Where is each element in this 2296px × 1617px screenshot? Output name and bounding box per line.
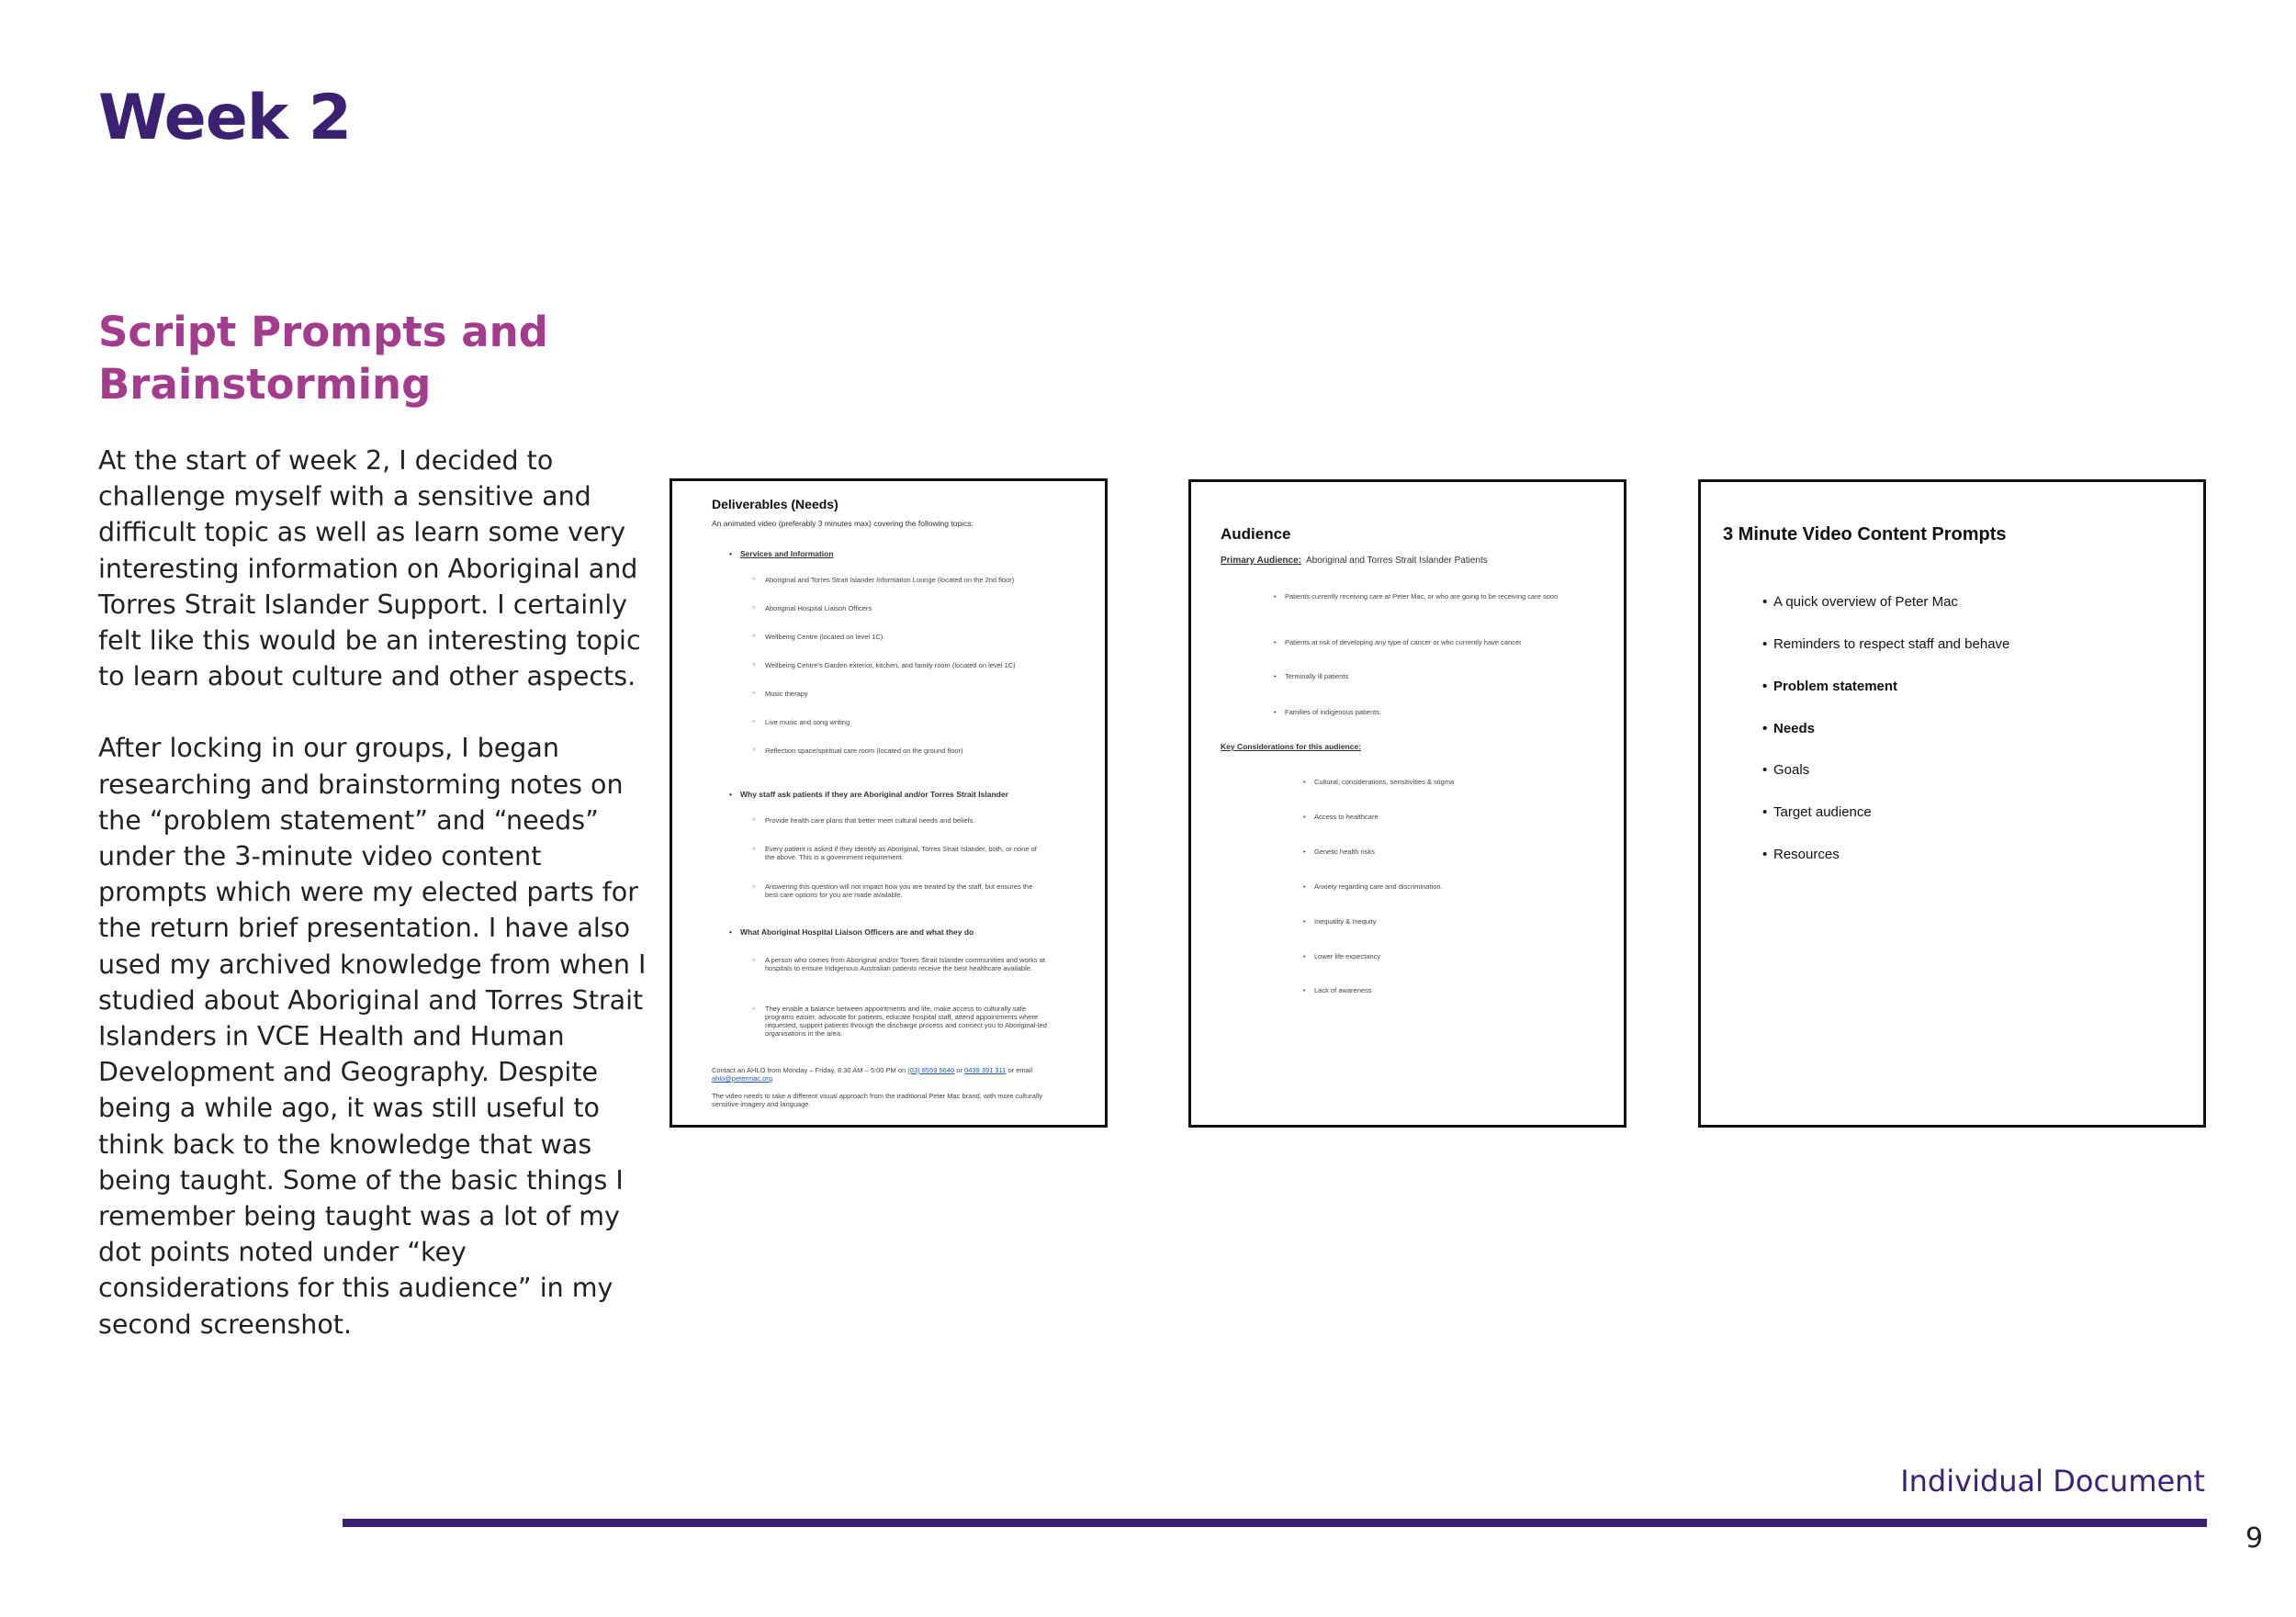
list-item: ○ Aboriginal and Torres Strait Islander Information Lounge (located on the 2nd floor) (765, 576, 1014, 584)
list-item: ○ They enable a balance between appointments and life, make access to culturally safe programs easier, advocate for patients, educate hospital staff, attend appointments where requested, support patients through the discharge process and connect you to Aboriginal-led organisations in the area. (765, 1005, 1050, 1038)
list-item: • Target audience (1773, 804, 1872, 820)
section-heading: • Services and Information (740, 549, 834, 558)
list-item: • Access to healthcare (1314, 813, 1379, 821)
list-item: ○ A person who comes from Aboriginal and/or Torres Strait Islander communities and works at hospitals to ensure Indigenous Australian patients receive the best healthcare available. (765, 956, 1050, 972)
list-item: ○ Aboriginal Hospital Liaison Officers (765, 604, 872, 612)
list-item: • Patients at risk of developing any type of cancer or who currently have cancer (1285, 638, 1522, 646)
list-item: ○ Answering this question will not impact how you are treated by the staff, but ensures the best care options for you are made available. (765, 882, 1041, 899)
list-item: ○ Wellbeing Centre's Garden exterior, kitchen, and family room (located on level 1C) (765, 661, 1016, 669)
list-item: • Resources (1773, 847, 1840, 862)
doc-title: 3 Minute Video Content Prompts (1723, 524, 2007, 545)
list-item: • Goals (1773, 762, 1809, 778)
list-item: • Inequality & Inequity (1314, 917, 1377, 926)
list-item: • Patients currently receiving care at Peter Mac, or who are going to be receiving care soon (1285, 592, 1597, 601)
list-item: ○ Live music and song writing (765, 718, 850, 726)
key-considerations-heading: Key Considerations for this audience: (1221, 742, 1362, 751)
page-title: Week 2 (98, 82, 352, 154)
deliverables-screenshot (670, 478, 1108, 1128)
list-item: • Lower life expectancy (1314, 952, 1380, 960)
phone-link[interactable]: 0439 391 311 (964, 1066, 1007, 1074)
list-item: • Problem statement (1773, 679, 1897, 694)
list-item: • Cultural, considerations, sensitivities & stigma (1314, 778, 1454, 786)
list-item: • Anxiety regarding care and discrimination. (1314, 882, 1443, 891)
doc-title: Audience (1221, 525, 1291, 543)
list-item: • Genetic health risks (1314, 848, 1375, 856)
list-item: ○ Reflection space/spiritual care room (located on the ground floor) (765, 747, 963, 755)
content-prompts-screenshot (1698, 479, 2206, 1128)
footer-label: Individual Document (1900, 1464, 2205, 1499)
list-item: ○ Wellbeing Centre (located on level 1C) (765, 633, 883, 641)
list-item: • Families of indigenous patients. (1285, 708, 1381, 716)
primary-audience: Primary Audience: Aboriginal and Torres Strait Islander Patients (1221, 556, 1488, 566)
list-item: • Lack of awareness (1314, 986, 1372, 994)
phone-link[interactable]: (03) 8559 5640 (907, 1066, 955, 1074)
doc-title: Deliverables (Needs) (712, 497, 838, 511)
section-heading: • What Aboriginal Hospital Liaison Officers are and what they do (740, 927, 974, 937)
list-item: ○ Every patient is asked if they identify as Aboriginal, Torres Strait Islander, both, or none of the above. This is a government requirement. (765, 845, 1041, 861)
list-item: • Reminders to respect staff and behave (1773, 636, 2009, 652)
section-heading: • Why staff ask patients if they are Aboriginal and/or Torres Strait Islander (740, 790, 1008, 799)
audience-screenshot (1188, 479, 1626, 1128)
list-item: ○ Music therapy (765, 690, 808, 698)
list-item: • Needs (1773, 721, 1815, 736)
list-item: ○ Provide health care plans that better meet cultural needs and beliefs. (765, 816, 974, 825)
email-link[interactable]: ahlo@petermac.org (712, 1074, 772, 1083)
list-item: • Terminally ill patients (1285, 672, 1348, 680)
paragraph-2: After locking in our groups, I began researching and brainstorming notes on the “problem statement” and “needs” under the 3-minute video content prompts which were my elected parts for the return brief presentation. I have also used my archived knowledge from when I studied about Aboriginal and Torres Strait Islanders in VCE Health and Human Development and Geography. Despite being a while ago, it was still useful to think back to the knowledge that was being taught. Some of the basic things I remember being taught was a lot of my dot points noted under “key considerations for this audience” in my second screenshot. (98, 733, 647, 1340)
body-text (98, 443, 649, 1342)
contact-info: Contact an AHLO from Monday – Friday, 8:30 AM – 5:00 PM on (03) 8559 5640 or 0439 391 311 or email ahlo@petermac.org (712, 1066, 1033, 1083)
doc-intro: An animated video (preferably 3 minutes max) covering the following topics: (712, 519, 974, 528)
footer-divider (343, 1519, 2207, 1527)
paragraph-1: At the start of week 2, I decided to challenge myself with a sensitive and difficult topic as well as learn some very interesting information on Aboriginal and Torres Strait Islander Support. I certainly felt like this would be an interesting topic to learn about culture and other aspects. (98, 445, 641, 692)
closing-note: The video needs to take a different visual approach from the traditional Peter Mac brand, with more culturally sensitive imagery and language. (712, 1092, 1043, 1108)
page-number: 9 (2245, 1522, 2264, 1555)
section-title: Script Prompts and Brainstorming (98, 308, 548, 409)
list-item: • A quick overview of Peter Mac (1773, 594, 1958, 610)
